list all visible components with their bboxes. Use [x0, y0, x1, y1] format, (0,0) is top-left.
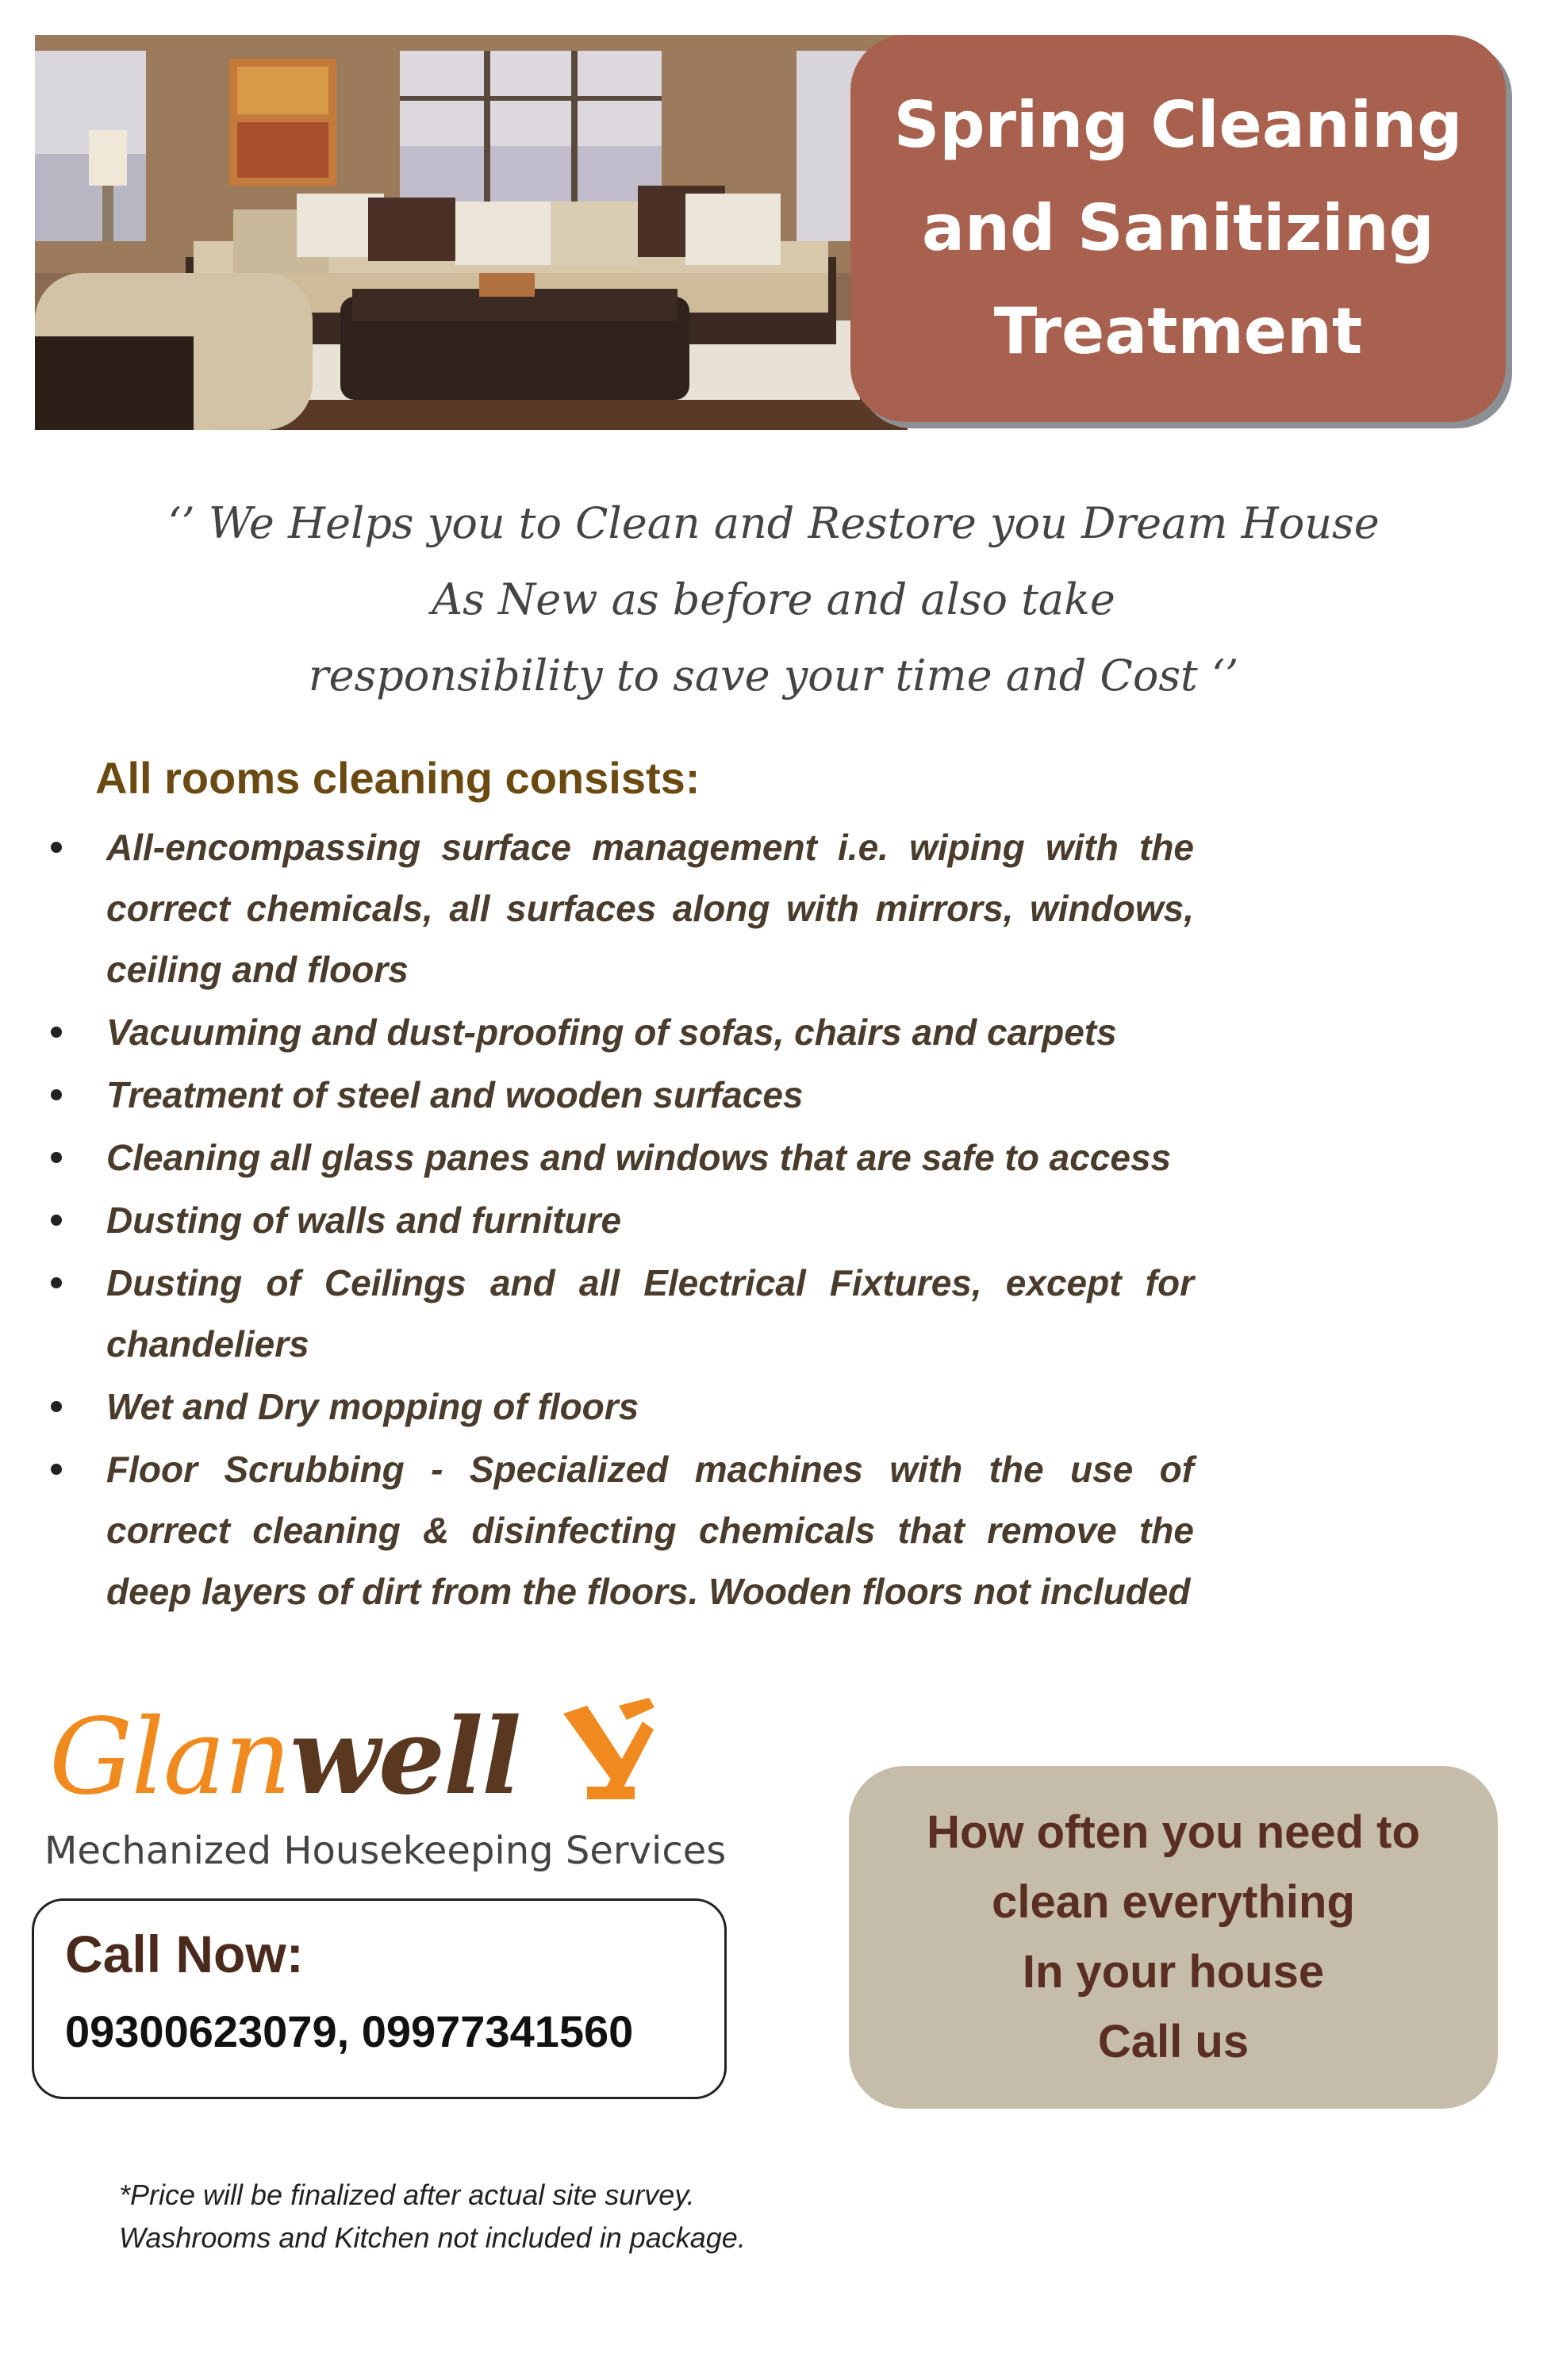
logo-wordmark [49, 1695, 520, 1818]
list-item [48, 1253, 1194, 1375]
list-item-text: Floor Scrubbing - Specialized machines with the use of correct cleaning & disinfecting chemicals that remove the deep layers of dirt from the floors. Wooden floors not included [106, 1449, 1194, 1612]
bullet-icon [51, 1464, 62, 1475]
logo-well: well [290, 1695, 520, 1818]
list-item-text: Dusting of walls and furniture [106, 1200, 622, 1241]
cta-line: Call us [1097, 2016, 1250, 2067]
cta-line: clean everything [992, 1876, 1355, 1928]
list-item-text: Treatment of steel and wooden surfaces [106, 1074, 804, 1115]
list-item-text: Dusting of Ceilings and all Electrical Fixtures, except for chandeliers [106, 1262, 1194, 1365]
footnote-line: *Price will be finalized after actual site survey. [119, 2178, 695, 2211]
cta-line: In your house [1022, 1946, 1325, 1998]
tagline-line: As New as before and also take [432, 574, 1115, 624]
bullet-icon [51, 1089, 62, 1100]
call-to-action-box [849, 1766, 1498, 2109]
bullet-icon [51, 1152, 62, 1163]
footnote-line: Washrooms and Kitchen not included in package. [119, 2221, 746, 2254]
tagline-line: responsibility to save your time and Cost ‘’ [308, 651, 1239, 701]
footnote [119, 2174, 746, 2259]
tagline-line: ‘’ We Helps you to Clean and Restore you Dream House [167, 498, 1380, 548]
call-label: Call Now: [65, 1925, 304, 1983]
logo-tagline: Mechanized Housekeeping Services [44, 1829, 727, 1873]
services-list [48, 817, 1194, 1624]
hero-photo [35, 35, 908, 430]
list-item-text: Wet and Dry mopping of floors [106, 1386, 639, 1427]
list-item-text: All-encompassing surface management i.e. wiping with the correct chemicals, all surfaces along with mirrors, windows, ceiling and floors [106, 827, 1194, 990]
list-item [48, 1376, 1194, 1438]
list-item-text: Cleaning all glass panes and windows that are safe to access [106, 1137, 1172, 1178]
list-item [48, 1065, 1194, 1126]
logo-glan: Glan [49, 1696, 290, 1818]
cta-line: How often you need to [927, 1806, 1420, 1858]
list-item [48, 1439, 1194, 1622]
bullet-icon [51, 1027, 62, 1038]
title-line: Treatment [993, 294, 1363, 368]
list-heading: All rooms cleaning consists: [95, 753, 701, 803]
list-item-text: Vacuuming and dust-proofing of sofas, chairs and carpets [106, 1012, 1117, 1053]
list-item [48, 1127, 1194, 1188]
bullet-icon [51, 842, 62, 853]
squeegee-icon [555, 1698, 658, 1809]
title-line: and Sanitizing [922, 191, 1434, 265]
tagline [119, 486, 1428, 714]
title-card [850, 35, 1506, 422]
list-item [48, 817, 1194, 1000]
title-line: Spring Cleaning [893, 88, 1463, 162]
phone-numbers[interactable]: 09300623079, 09977341560 [65, 2006, 634, 2056]
bullet-icon [51, 1401, 62, 1412]
list-item [48, 1002, 1194, 1063]
bullet-icon [51, 1215, 62, 1226]
bullet-icon [51, 1277, 62, 1288]
list-item [48, 1190, 1194, 1251]
